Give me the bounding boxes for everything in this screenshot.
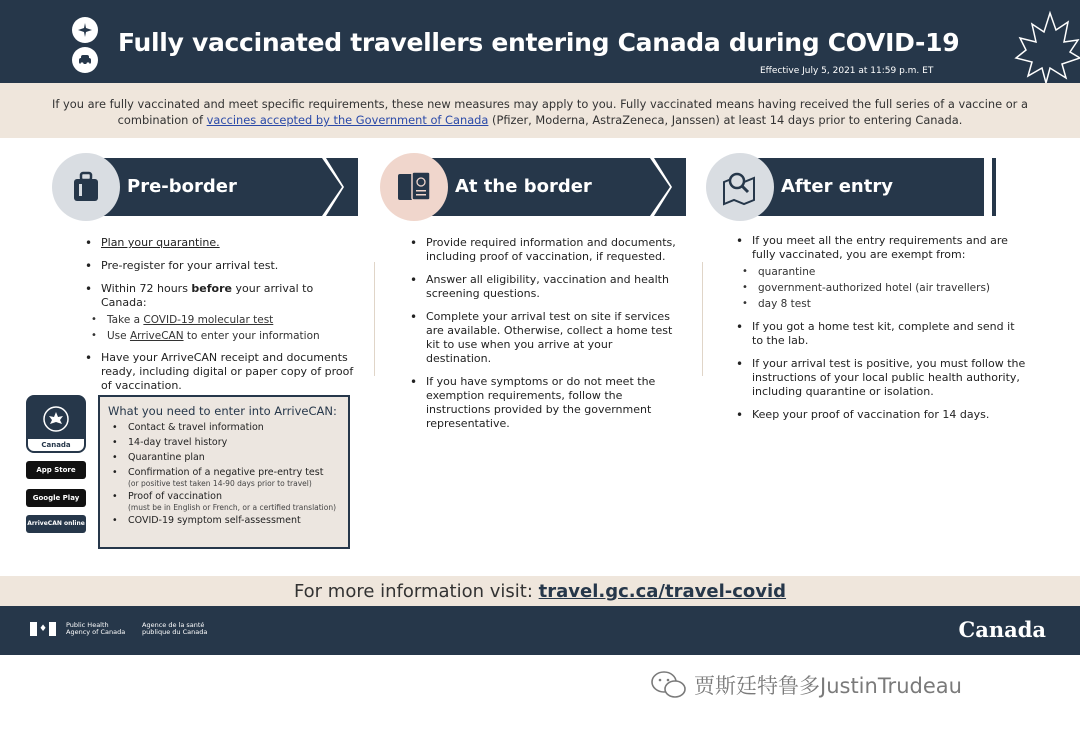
list-item — [85, 259, 360, 273]
border-banner — [380, 158, 686, 216]
effective-date: Effective July 5, 2021 at 11:59 p.m. ET — [760, 66, 934, 76]
border-label: At the border — [455, 176, 592, 197]
item-text: Take a — [107, 314, 144, 326]
google-play-button[interactable]: Google Play — [26, 489, 86, 507]
plan-quarantine-link[interactable]: Plan your quarantine. — [101, 236, 220, 249]
arrivecan-app-icon[interactable] — [26, 395, 86, 453]
border-list — [410, 236, 680, 440]
item-text: Pre-register for your arrival test. — [101, 259, 279, 272]
item-text: 14-day travel history — [128, 437, 228, 448]
list-item — [736, 320, 1026, 348]
arrivecan-requirements-box — [98, 395, 350, 549]
sub-item — [736, 281, 1026, 295]
requirements-list — [108, 422, 344, 530]
item-text: If you got a home test kit, complete and send it to the lab. — [752, 320, 1015, 347]
item-text: government-authorized hotel (air travellers) — [758, 282, 991, 294]
sub-item — [85, 329, 360, 343]
item-text: Provide required information and documents, including proof of vaccination, if requested. — [426, 236, 676, 263]
list-item — [410, 375, 680, 431]
divider — [374, 262, 375, 376]
app-tile-graphic — [28, 397, 84, 441]
wechat-icon — [650, 670, 688, 700]
sub-item — [736, 297, 1026, 311]
maple-leaf-icon — [1000, 8, 1080, 83]
arrivecan-link[interactable]: ArriveCAN — [129, 330, 184, 342]
sub-item — [736, 265, 1026, 279]
list-item — [736, 357, 1026, 399]
list-item — [108, 437, 344, 449]
header — [0, 0, 1080, 83]
preborder-label: Pre-border — [127, 176, 237, 197]
chevron-right-icon — [650, 158, 686, 216]
footer — [0, 606, 1080, 655]
after-list — [736, 234, 1026, 431]
item-text: Quarantine plan — [128, 452, 205, 463]
list-item — [108, 422, 344, 434]
info-prefix: For more information visit: — [293, 581, 539, 602]
list-item — [108, 491, 344, 512]
list-item — [108, 452, 344, 464]
map-search-icon — [720, 168, 760, 206]
item-text: If you meet all the entry requirements and are fully vaccinated, you are exempt from: — [752, 234, 1008, 261]
list-item — [410, 236, 680, 264]
list-item — [410, 310, 680, 366]
after-banner — [706, 158, 996, 216]
page-title: Fully vaccinated travellers entering Canada during COVID-19 — [118, 28, 960, 57]
luggage-icon — [67, 168, 105, 206]
chevron-right-icon — [322, 158, 358, 216]
canada-wordmark: Canada — [958, 617, 1046, 642]
list-item — [736, 234, 1026, 262]
item-text: your arrival to Canada: — [101, 282, 314, 309]
item-text: Answer all eligibility, vaccination and health screening questions. — [426, 273, 669, 300]
list-item — [736, 408, 1026, 422]
phac-signature — [30, 622, 216, 636]
canada-flag-icon: ♦ — [30, 622, 56, 636]
list-item — [410, 273, 680, 301]
item-text: Complete your arrival test on site if services are available. Otherwise, collect a home test kit to use when you arrive at your destination. — [426, 310, 673, 365]
item-text: Use — [107, 330, 130, 342]
app-tile-label: Canada — [28, 439, 84, 451]
item-text: quarantine — [758, 266, 816, 278]
intro-after: (Pfizer, Moderna, AstraZeneca, Janssen) at least 14 days prior to entering Canada. — [488, 113, 963, 127]
agency-fr: Agence de la santé publique du Canada — [142, 621, 208, 636]
header-icons — [72, 17, 100, 73]
passport-icon — [394, 168, 434, 206]
after-end-cap — [982, 158, 994, 216]
item-text: COVID-19 symptom self-assessment — [128, 515, 301, 526]
item-note: (or positive test taken 14-90 days prior to travel) — [128, 479, 312, 488]
watermark-text: 贾斯廷特鲁多JustinTrudeau — [694, 674, 962, 698]
divider — [702, 262, 703, 376]
item-bold: before — [191, 282, 232, 295]
watermark — [650, 670, 962, 700]
agency-en: Public Health Agency of Canada — [66, 621, 126, 636]
item-text: If you have symptoms or do not meet the exemption requirements, follow the instructions provided by the government representative. — [426, 375, 656, 430]
list-item — [108, 515, 344, 527]
car-icon — [72, 47, 98, 73]
travel-url-link[interactable]: travel.gc.ca/travel-covid — [538, 581, 787, 602]
item-text: Contact & travel information — [128, 422, 264, 433]
item-text: Within 72 hours — [101, 282, 192, 295]
item-text: day 8 test — [758, 298, 811, 310]
map-search-icon-circle — [706, 153, 774, 221]
passport-icon-circle — [380, 153, 448, 221]
sub-item — [85, 313, 360, 327]
intro-text — [40, 96, 1040, 128]
arrivecan-icon — [41, 404, 71, 434]
app-store-button[interactable]: App Store — [26, 461, 86, 479]
luggage-icon-circle — [52, 153, 120, 221]
info-text — [0, 581, 1080, 602]
preborder-banner — [52, 158, 358, 216]
molecular-test-link[interactable]: COVID-19 molecular test — [143, 314, 274, 326]
list-item — [85, 282, 360, 310]
info-band — [0, 576, 1080, 606]
item-text: Confirmation of a negative pre-entry test — [128, 467, 324, 478]
plane-icon — [72, 17, 98, 43]
requirements-title: What you need to enter into ArriveCAN: — [108, 404, 337, 418]
preborder-list — [85, 236, 360, 402]
after-label: After entry — [781, 176, 893, 197]
intro-band — [0, 83, 1080, 138]
item-text: to enter your information — [183, 330, 320, 342]
vaccines-link[interactable]: vaccines accepted by the Government of Canada — [206, 113, 489, 127]
intro-before: If you are fully vaccinated and meet specific requirements, these new measures may apply to you. Fully vaccinated means having received the full series of a vaccine or a combination of — [52, 97, 1028, 127]
item-note: (must be in English or French, or a certified translation) — [128, 503, 337, 512]
arrivecan-web-button[interactable]: ArriveCAN online — [26, 515, 86, 533]
item-text: Proof of vaccination — [128, 491, 222, 502]
item-text: Have your ArriveCAN receipt and documents ready, including digital or paper copy of proof of vaccination. — [101, 351, 354, 392]
item-text: Keep your proof of vaccination for 14 days. — [752, 408, 990, 421]
item-text: If your arrival test is positive, you must follow the instructions of your local public health authority, including quarantine or isolation. — [752, 357, 1026, 398]
list-item — [85, 236, 360, 250]
list-item — [108, 467, 344, 488]
list-item — [85, 351, 360, 393]
app-links — [26, 395, 88, 533]
